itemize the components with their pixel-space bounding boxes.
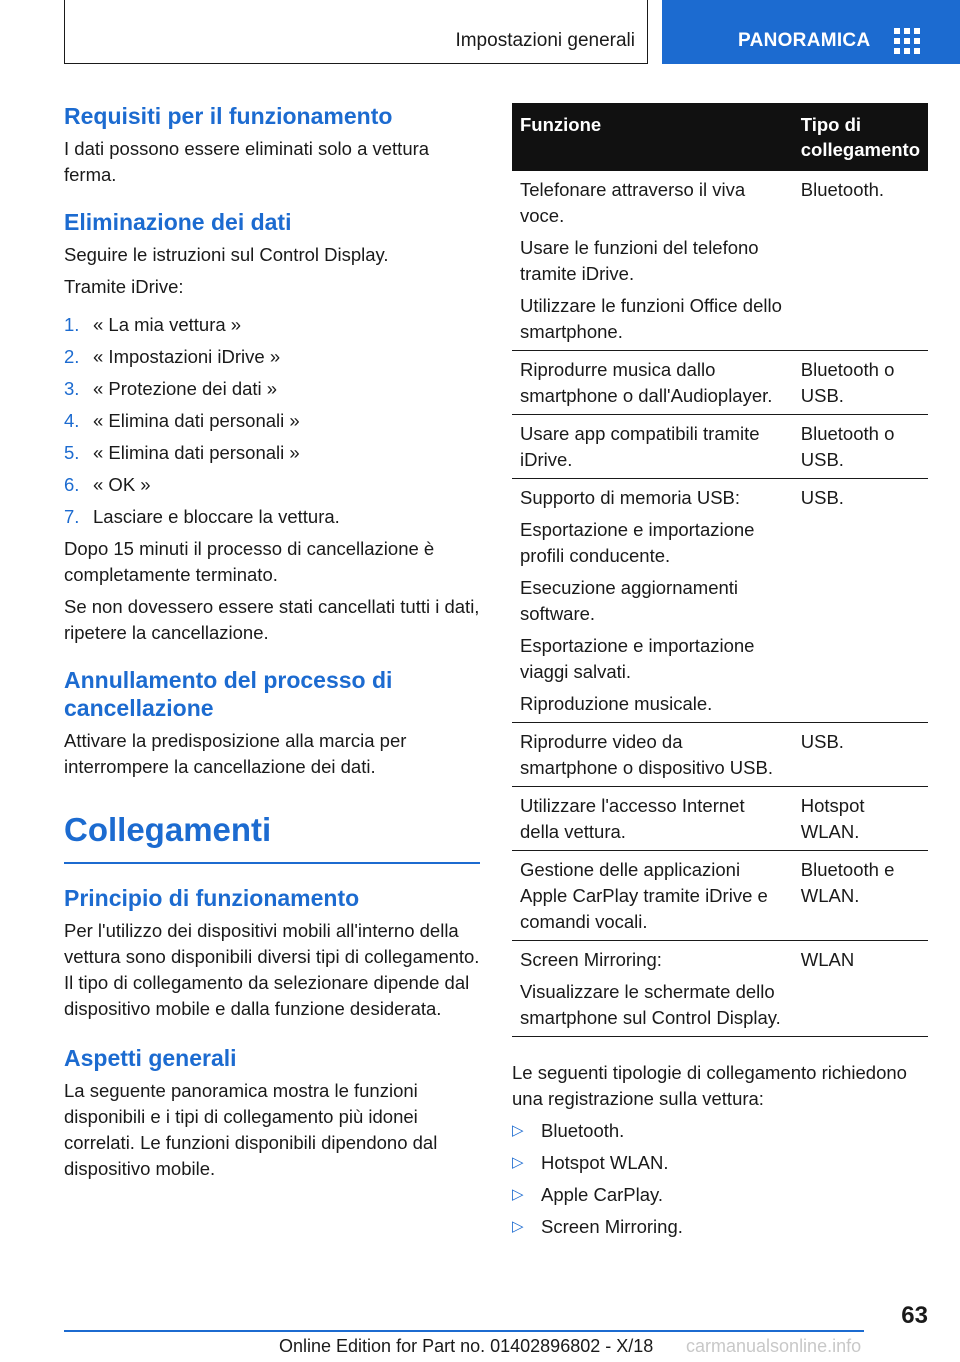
section-rule	[64, 862, 480, 864]
function-cell: Utilizzare l'accesso Internet della vettura.	[512, 787, 793, 851]
left-column	[64, 102, 480, 1182]
list-item: ▷ Screen Mirroring.	[512, 1214, 928, 1240]
list-item: ▷ Bluetooth.	[512, 1118, 928, 1144]
cancel-text: Attivare la predisposizione alla marcia per interrompere la cancellazione dei dati.	[64, 730, 407, 777]
type-cell: Bluetooth o USB.	[793, 351, 928, 415]
registration-list	[512, 1118, 928, 1240]
table-row	[512, 941, 928, 1037]
list-item: 7. Lasciare e bloccare la vettura.	[64, 506, 340, 527]
type-cell: Bluetooth e WLAN.	[793, 851, 928, 941]
list-item: ▷ Apple CarPlay.	[512, 1182, 928, 1208]
table-row	[512, 787, 928, 851]
function-cell: Usare app compatibili tramite iDrive.	[512, 415, 793, 479]
general-text: La seguente panoramica mostra le funzioni disponibili e i tipi di collegamento più idonei correlati. Le funzioni disponibili dipendono dal dispositivo mobile.	[64, 1079, 438, 1179]
principle-title: Principio di funzionamento	[64, 884, 360, 911]
table-row	[512, 723, 928, 787]
table-row	[512, 351, 928, 415]
connections-title: Collegamenti	[64, 811, 272, 848]
list-item: 2. « Impostazioni iDrive »	[64, 346, 281, 367]
list-item: 3. « Protezione dei dati »	[64, 378, 278, 399]
triangle-bullet-icon: ▷	[512, 1218, 524, 1235]
cancel-title: Annullamento del processo di cancellazione	[64, 667, 393, 721]
table-row	[512, 851, 928, 941]
overview-label: PANORAMICA	[738, 30, 871, 51]
table-row	[512, 415, 928, 479]
del-after2: Se non dovessero essere stati cancellati tutti i dati, ripetere la cancellazione.	[64, 596, 480, 643]
col-type-header: Tipo di collegamento	[793, 103, 928, 171]
function-cell: Riprodurre video da smartphone o dispositivo USB.	[512, 723, 793, 787]
table-row	[512, 479, 928, 723]
list-item: 5. « Elimina dati personali »	[64, 442, 300, 463]
footer-rule	[64, 1330, 864, 1332]
table-row	[512, 171, 928, 351]
watermark: carmanualsonline.info	[686, 1336, 862, 1356]
list-item: 1. « La mia vettura »	[64, 314, 242, 335]
overview-button[interactable]	[662, 0, 960, 64]
del-after1: Dopo 15 minuti il processo di cancellazione è completamente terminato.	[64, 538, 435, 585]
steps-list	[64, 312, 480, 530]
triangle-bullet-icon: ▷	[512, 1186, 524, 1203]
function-cell: Supporto di memoria USB: Esportazione e importazione profili conducente. Esecuzione aggiornamenti software. Esportazione e importazione viaggi salvati. Riproduzione musicale.	[512, 479, 793, 723]
table-header-row	[512, 103, 928, 171]
registration-text: Le seguenti tipologie di collegamento richiedono una registrazione sulla vettura:	[512, 1062, 907, 1109]
del-text1: Seguire le istruzioni sul Control Display.	[64, 244, 389, 265]
header-section-title: Impostazioni generali	[455, 30, 635, 51]
type-cell: Bluetooth.	[793, 171, 928, 351]
connection-table	[512, 103, 928, 1037]
del-title: Eliminazione dei dati	[64, 209, 292, 235]
header-section-tab[interactable]	[64, 0, 648, 64]
del-text2: Tramite iDrive:	[64, 276, 184, 297]
function-cell: Telefonare attraverso il viva voce. Usare le funzioni del telefono tramite iDrive. Utilizzare le funzioni Office dello smartphone.	[512, 171, 793, 351]
general-title: Aspetti generali	[64, 1044, 237, 1071]
req-text: I dati possono essere eliminati solo a vettura ferma.	[64, 138, 430, 185]
list-item: 4. « Elimina dati personali »	[64, 410, 300, 431]
page-number: 63	[901, 1302, 928, 1329]
function-cell: Riprodurre musica dallo smartphone o dall'Audioplayer.	[512, 351, 793, 415]
registration-section	[512, 1060, 928, 1246]
req-title: Requisiti per il funzionamento	[64, 103, 393, 129]
list-item: ▷ Hotspot WLAN.	[512, 1150, 928, 1176]
function-cell: Gestione delle applicazioni Apple CarPlay tramite iDrive e comandi vocali.	[512, 851, 793, 941]
triangle-bullet-icon: ▷	[512, 1154, 524, 1171]
type-cell: USB.	[793, 723, 928, 787]
function-cell: Screen Mirroring: Visualizzare le schermate dello smartphone sul Control Display.	[512, 941, 793, 1037]
type-cell: WLAN	[793, 941, 928, 1037]
col-function-header: Funzione	[512, 103, 793, 171]
edition-text: Online Edition for Part no. 01402896802 - X/18	[279, 1336, 654, 1356]
triangle-bullet-icon: ▷	[512, 1122, 524, 1139]
type-cell: USB.	[793, 479, 928, 723]
principle-text: Per l'utilizzo dei dispositivi mobili all'interno della vettura sono disponibili diversi tipi di collegamento. Il tipo di collegamento da selezionare dipende dal dispositivo mobile e dalla funzione desiderata.	[64, 919, 480, 1019]
type-cell: Bluetooth o USB.	[793, 415, 928, 479]
type-cell: Hotspot WLAN.	[793, 787, 928, 851]
grid-icon	[894, 28, 920, 54]
list-item: 6. « OK »	[64, 474, 151, 495]
